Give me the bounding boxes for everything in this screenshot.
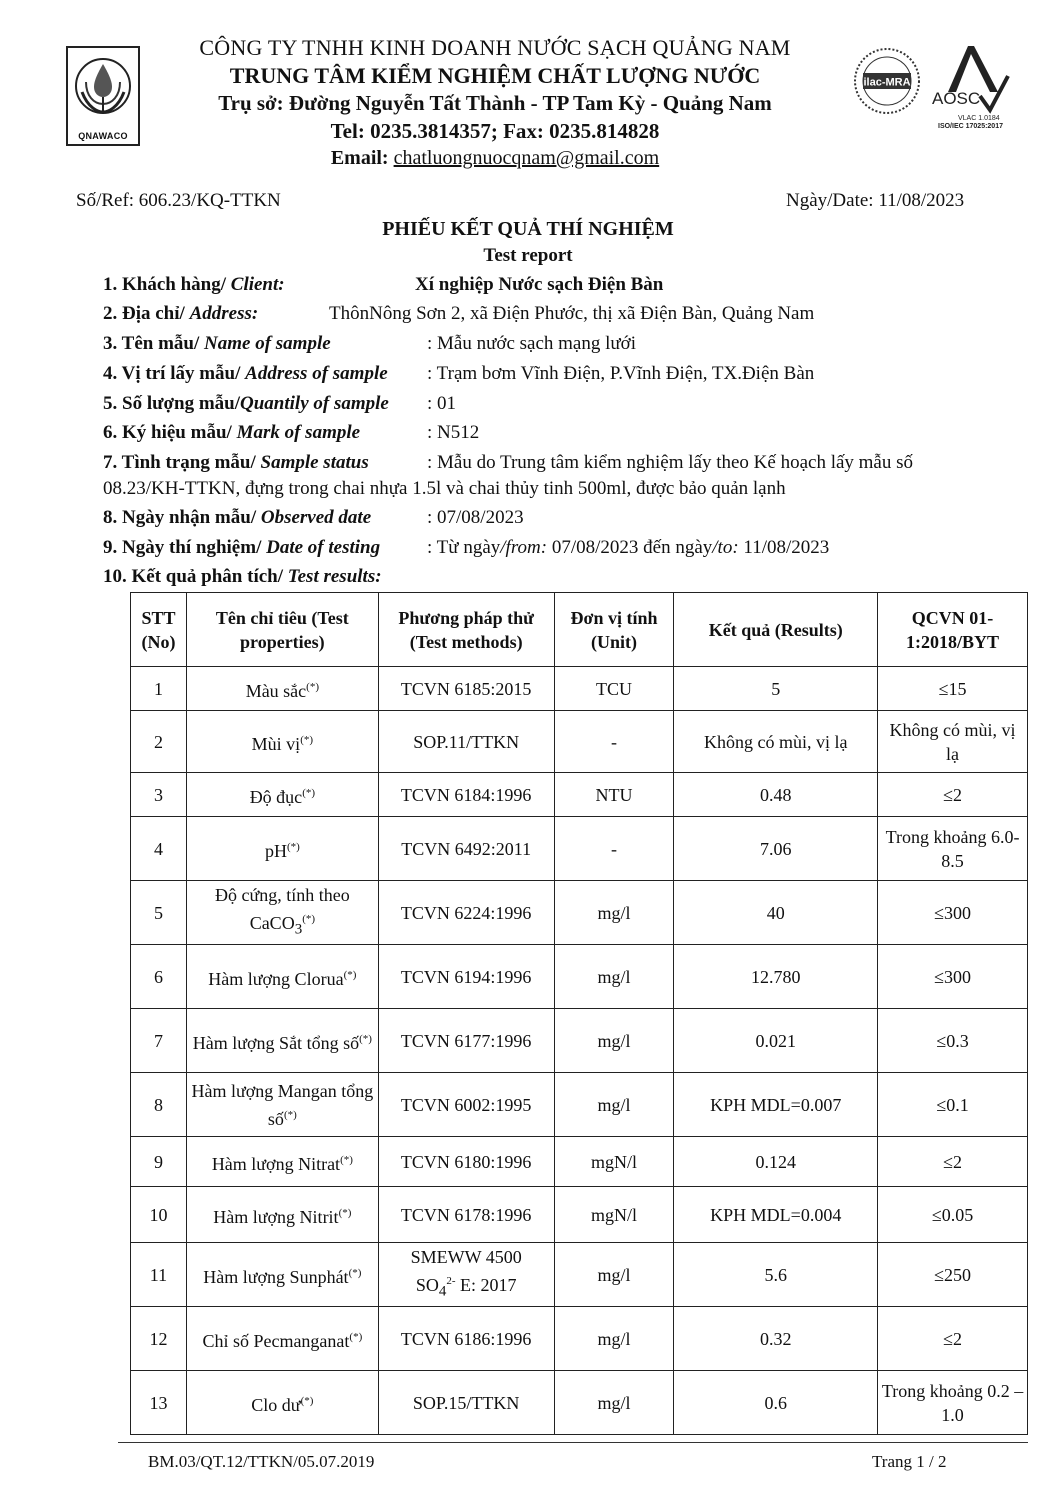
cell-limit: ≤15	[878, 667, 1028, 711]
cell-result: 0.6	[674, 1371, 878, 1435]
cell-limit: ≤0.1	[878, 1073, 1028, 1137]
cell-text: SMEWW 4500	[410, 1247, 522, 1268]
label-english: /from:	[500, 537, 548, 558]
cell-name	[186, 945, 378, 1009]
label-text: 3. Tên mẫu/	[103, 333, 205, 354]
label-text	[103, 537, 380, 558]
logo-label: QNAWACO	[78, 131, 128, 141]
label-text: 07/08/2023 đến ngày	[547, 537, 713, 558]
aosc-sub2: ISO/IEC 17025:2017	[938, 123, 1003, 130]
superscript-mark: (*)	[340, 1153, 353, 1166]
info-testing-date	[103, 537, 830, 559]
table-row	[131, 1009, 1028, 1073]
label-text	[103, 507, 371, 528]
label-english: Test results:	[287, 566, 382, 587]
cell-result: 0.32	[674, 1307, 878, 1371]
label-text: 5. Số lượng mẫu/	[103, 393, 241, 414]
cell-name	[186, 1009, 378, 1073]
label-text	[103, 452, 369, 473]
cell-name	[186, 1073, 378, 1137]
label-text	[103, 422, 360, 443]
superscript-mark: (*)	[306, 680, 319, 693]
superscript-mark: (*)	[349, 1330, 363, 1343]
table-row	[131, 945, 1028, 1009]
superscript-mark: (*)	[302, 913, 316, 926]
cell-no: 5	[131, 881, 187, 945]
cell-text: Hàm lượng Mangan tổng số	[191, 1080, 374, 1129]
cell-text: Độ cứng, tính theo CaCO	[214, 885, 350, 934]
label-text	[103, 274, 285, 295]
label-text: 8. Ngày nhận mẫu/	[103, 507, 261, 528]
cell-method: TCVN 6194:1996	[378, 945, 554, 1009]
superscript-mark: (*)	[283, 1108, 297, 1121]
label-english: /to:	[712, 537, 739, 558]
table-row	[131, 881, 1028, 945]
cell-text: Hàm lượng Sắt tổng số	[192, 1032, 360, 1053]
superscript-mark: (*)	[286, 840, 300, 853]
cell-result: KPH MDL=0.007	[674, 1073, 878, 1137]
cell-name	[186, 711, 378, 773]
reference-number: Số/Ref: 606.23/KQ-TTKN	[76, 190, 281, 211]
info-sample-name	[103, 333, 637, 355]
subscript-mark: 4	[438, 1283, 447, 1300]
aosc-sub1: VLAC 1.0184	[958, 115, 1000, 122]
email-link[interactable]: chatluongnuocqnam@gmail.com	[393, 147, 660, 169]
label-english: Client:	[230, 274, 285, 295]
table-row	[131, 817, 1028, 881]
subscript-mark: 3	[294, 921, 303, 938]
cell-limit: ≤0.3	[878, 1009, 1028, 1073]
cell-limit: Không có mùi, vị lạ	[878, 711, 1028, 773]
cell-text: Độ đục	[249, 786, 303, 807]
cell-no: 7	[131, 1009, 187, 1073]
cell-method: TCVN 6492:2011	[378, 817, 554, 881]
table-row	[131, 1307, 1028, 1371]
cell-name	[186, 1187, 378, 1243]
table-row	[131, 1187, 1028, 1243]
company-name: CÔNG TY TNHH KINH DOANH NƯỚC SẠCH QUẢNG NAM	[199, 35, 791, 60]
cell-result: 40	[674, 881, 878, 945]
label-text: 7. Tình trạng mẫu/	[103, 452, 261, 473]
label-text	[103, 363, 388, 384]
report-date: Ngày/Date: 11/08/2023	[786, 190, 965, 211]
header-unit: Đơn vị tính (Unit)	[554, 593, 674, 667]
report-subtitle: Test report	[483, 245, 573, 266]
superscript-mark: (*)	[359, 1032, 372, 1045]
cell-text: Hàm lượng Nitrat	[211, 1153, 341, 1174]
status-value-continued: 08.23/KH-TTKN, đựng trong chai nhựa 1.5l và chai thủy tinh 500ml, được bảo quản lạnh	[103, 478, 786, 499]
cell-limit: ≤250	[878, 1243, 1028, 1307]
cell-unit: mg/l	[554, 1243, 674, 1307]
cell-unit: NTU	[554, 773, 674, 817]
cell-method: TCVN 6186:1996	[378, 1307, 554, 1371]
cell-unit: mg/l	[554, 881, 674, 945]
info-client	[103, 274, 664, 296]
cell-result: 12.780	[674, 945, 878, 1009]
info-quantity	[103, 393, 457, 415]
ilac-label: ilac-MRA	[863, 76, 911, 89]
superscript-mark: 2-	[446, 1275, 456, 1288]
label-english: Mark of sample	[236, 422, 361, 443]
label-text	[103, 333, 331, 354]
cell-limit: ≤2	[878, 1137, 1028, 1187]
cell-unit: mg/l	[554, 1009, 674, 1073]
cell-method: TCVN 6185:2015	[378, 667, 554, 711]
info-mark	[103, 422, 480, 444]
superscript-mark: (*)	[300, 1394, 314, 1407]
cell-limit: ≤2	[878, 1307, 1028, 1371]
cell-no: 6	[131, 945, 187, 1009]
label-text: 11/08/2023	[738, 537, 830, 558]
sample-name-value: : Mẫu nước sạch mạng lưới	[427, 333, 637, 354]
label-english: Address:	[189, 303, 259, 324]
label-text	[103, 303, 258, 324]
label-english: Name of sample	[204, 333, 331, 354]
cell-text: Clo dư	[251, 1394, 301, 1415]
cell-result: 0.48	[674, 773, 878, 817]
water-drop-hands-icon	[72, 52, 134, 130]
address-value: ThônNông Sơn 2, xã Điện Phước, thị xã Điện Bàn, Quảng Nam	[329, 303, 815, 324]
cell-result: Không có mùi, vị lạ	[674, 711, 878, 773]
label-english: Quantily of sample	[240, 393, 389, 414]
cell-no: 9	[131, 1137, 187, 1187]
table-row	[131, 1073, 1028, 1137]
cell-unit: mg/l	[554, 1073, 674, 1137]
label-text: 4. Vị trí lấy mẫu/	[103, 363, 246, 384]
table-row	[131, 1371, 1028, 1435]
cell-method	[378, 1243, 554, 1307]
sample-location-value: : Trạm bơm Vĩnh Điện, P.Vĩnh Điện, TX.Điện Bàn	[427, 363, 815, 384]
cell-name	[186, 1137, 378, 1187]
cell-method: TCVN 6184:1996	[378, 773, 554, 817]
cell-unit: mgN/l	[554, 1137, 674, 1187]
cell-text: Hàm lượng Nitrit	[213, 1206, 339, 1227]
cell-name	[186, 1371, 378, 1435]
cell-name	[186, 817, 378, 881]
header-test-methods: Phương pháp thử (Test methods)	[378, 593, 554, 667]
superscript-mark: (*)	[348, 1266, 362, 1279]
quantity-value: : 01	[427, 393, 457, 414]
footer-divider	[118, 1442, 1028, 1443]
center-name: TRUNG TÂM KIỂM NGHIỆM CHẤT LƯỢNG NƯỚC	[229, 63, 761, 88]
cell-method: TCVN 6177:1996	[378, 1009, 554, 1073]
cell-name	[186, 667, 378, 711]
cell-unit: -	[554, 817, 674, 881]
cell-no: 10	[131, 1187, 187, 1243]
cell-unit: mgN/l	[554, 1187, 674, 1243]
cell-no: 12	[131, 1307, 187, 1371]
cell-text: Hàm lượng Sunphát	[203, 1266, 349, 1287]
cell-no: 13	[131, 1371, 187, 1435]
cell-result: KPH MDL=0.004	[674, 1187, 878, 1243]
cell-result: 0.124	[674, 1137, 878, 1187]
cell-text: E: 2017	[455, 1275, 517, 1296]
cell-limit: ≤300	[878, 881, 1028, 945]
received-date-value: : 07/08/2023	[427, 507, 524, 528]
cell-name	[186, 1307, 378, 1371]
cell-text: pH	[264, 840, 287, 861]
email-label: Email:	[330, 147, 394, 169]
table-row	[131, 1137, 1028, 1187]
cell-method: SOP.15/TTKN	[378, 1371, 554, 1435]
cell-text: Hàm lượng Clorua	[208, 968, 344, 989]
cell-no: 1	[131, 667, 187, 711]
testing-date-value	[427, 537, 829, 559]
table-header-row	[131, 593, 1028, 667]
info-status	[103, 452, 914, 474]
cell-no: 2	[131, 711, 187, 773]
cell-unit: mg/l	[554, 945, 674, 1009]
aosc-label: AOSC	[932, 89, 981, 108]
cell-name	[186, 1243, 378, 1307]
label-english: Address of sample	[245, 363, 388, 384]
cell-method: SOP.11/TTKN	[378, 711, 554, 773]
cell-name	[186, 773, 378, 817]
cell-no: 3	[131, 773, 187, 817]
label-text: 10. Kết quả phân tích/	[103, 566, 288, 587]
form-code: BM.03/QT.12/TTKN/05.07.2019	[148, 1452, 375, 1471]
cell-no: 8	[131, 1073, 187, 1137]
cell-limit: ≤300	[878, 945, 1028, 1009]
table-row	[131, 667, 1028, 711]
label-english: Observed date	[260, 507, 372, 528]
table-row	[131, 1243, 1028, 1307]
cell-no: 4	[131, 817, 187, 881]
superscript-mark: (*)	[300, 733, 314, 746]
cell-method: TCVN 6180:1996	[378, 1137, 554, 1187]
company-email-line	[150, 144, 840, 172]
info-address	[103, 303, 815, 325]
cell-method: TCVN 6224:1996	[378, 881, 554, 945]
cell-limit: Trong khoảng 6.0-8.5	[878, 817, 1028, 881]
report-title: PHIẾU KẾT QUẢ THÍ NGHIỆM	[382, 218, 674, 240]
cell-result: 5	[674, 667, 878, 711]
cell-unit: TCU	[554, 667, 674, 711]
cell-result: 5.6	[674, 1243, 878, 1307]
cell-text: Mùi vị	[251, 733, 301, 754]
header-qcvn: QCVN 01-1:2018/BYT	[878, 593, 1028, 667]
mark-value: : N512	[427, 422, 480, 443]
header-test-properties: Tên chỉ tiêu (Test properties)	[186, 593, 378, 667]
cell-method: TCVN 6178:1996	[378, 1187, 554, 1243]
label-text: 2. Địa chỉ/	[103, 303, 190, 324]
results-table	[130, 592, 1028, 1435]
status-value: : Mẫu do Trung tâm kiểm nghiệm lấy theo Kế hoạch lấy mẫu số	[427, 452, 914, 473]
header-results: Kết quả (Results)	[674, 593, 878, 667]
page-number: Trang 1 / 2	[872, 1452, 947, 1471]
label-text	[103, 566, 382, 587]
label-text: 9. Ngày thí nghiệm/	[103, 537, 267, 558]
cell-limit: ≤0.05	[878, 1187, 1028, 1243]
cell-unit: mg/l	[554, 1307, 674, 1371]
cell-name	[186, 881, 378, 945]
client-value: Xí nghiệp Nước sạch Điện Bàn	[415, 274, 664, 295]
label-text: 1. Khách hàng/	[103, 274, 231, 295]
cell-unit: -	[554, 711, 674, 773]
header-stt: STT (No)	[131, 593, 187, 667]
company-phone: Tel: 0235.3814357; Fax: 0235.814828	[330, 119, 660, 143]
label-text: 6. Ký hiệu mẫu/	[103, 422, 237, 443]
cell-text: Màu sắc	[245, 680, 307, 701]
cell-text: Chỉ số Pecmanganat	[202, 1330, 350, 1351]
cell-limit: Trong khoảng 0.2 – 1.0	[878, 1371, 1028, 1435]
company-logo	[66, 46, 140, 146]
info-results-heading	[103, 566, 382, 588]
superscript-mark: (*)	[338, 1206, 352, 1219]
cell-no: 11	[131, 1243, 187, 1307]
aosc-accreditation-icon	[928, 40, 1018, 130]
table-row	[131, 773, 1028, 817]
cell-limit: ≤2	[878, 773, 1028, 817]
cell-result: 7.06	[674, 817, 878, 881]
superscript-mark: (*)	[343, 968, 357, 981]
info-sample-location	[103, 363, 815, 385]
company-address: Trụ sở: Đường Nguyễn Tất Thành - TP Tam Kỳ - Quảng Nam	[218, 91, 772, 115]
label-text	[103, 393, 389, 414]
label-english: Sample status	[260, 452, 369, 473]
superscript-mark: (*)	[302, 786, 316, 799]
label-text: : Từ ngày	[427, 537, 501, 558]
info-received-date	[103, 507, 524, 529]
table-row	[131, 711, 1028, 773]
ilac-mra-seal-icon	[852, 46, 922, 116]
cell-text: SO	[415, 1275, 439, 1296]
cell-method: TCVN 6002:1995	[378, 1073, 554, 1137]
cell-result: 0.021	[674, 1009, 878, 1073]
label-english: Date of testing	[266, 537, 381, 558]
cell-unit: mg/l	[554, 1371, 674, 1435]
